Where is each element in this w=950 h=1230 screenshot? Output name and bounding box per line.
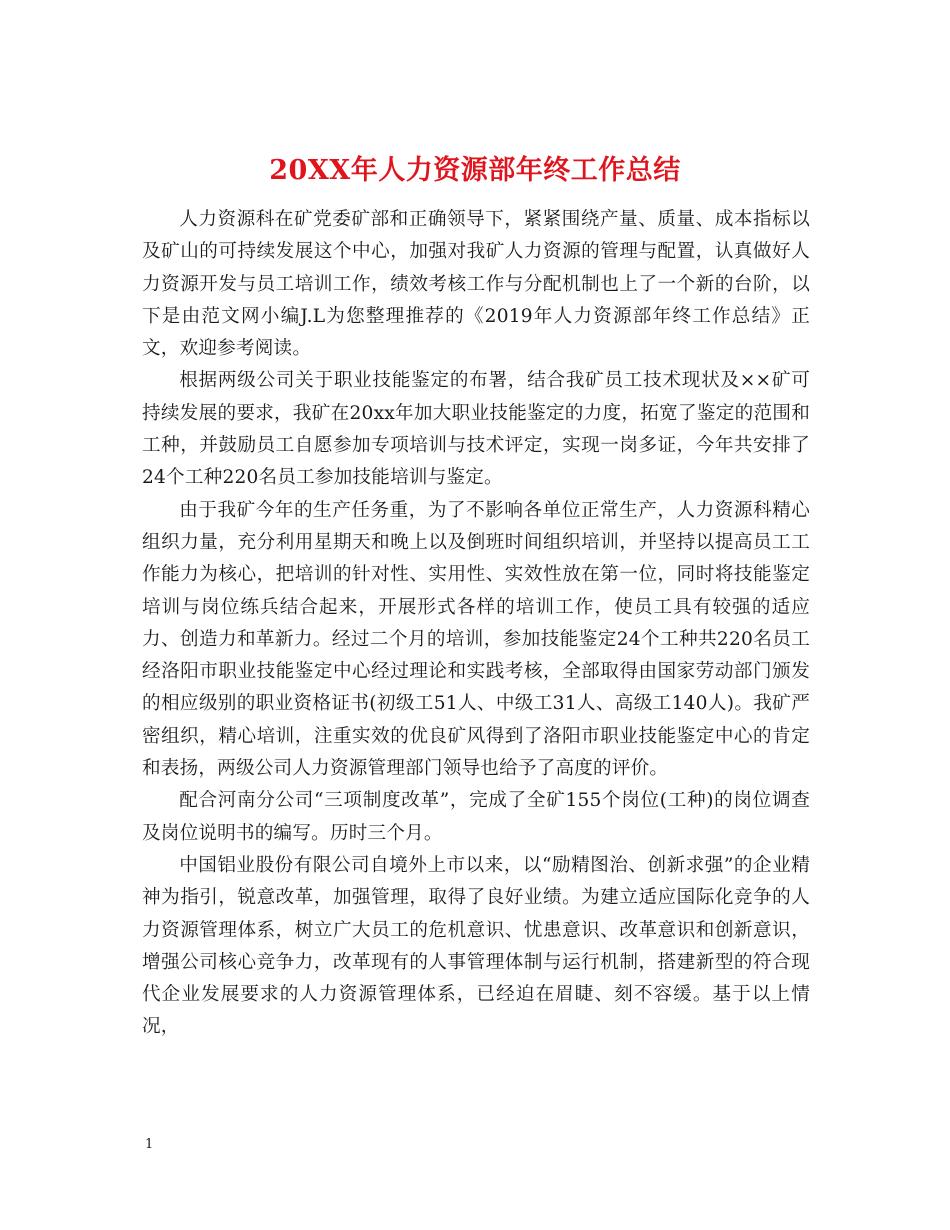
document-title: 20XX年人力资源部年终工作总结 <box>269 155 681 187</box>
page-number: 1 <box>145 1137 154 1152</box>
paragraph-intro: 人力资源科在矿党委矿部和正确领导下，紧紧围绕产量、质量、成本指标以及矿山的可持续发展这个中心，加强对我矿人力资源的管理与配置，认真做好人力资源开发与员工培训工作，绩效考核工作与分配机制也上了一个新的台阶，以下是由范文网小编J.L为您整理推荐的《2019年人力资源部年终工作总结》正文，欢迎参考阅读。 <box>142 209 810 360</box>
paragraph-chalco: 中国铝业股份有限公司自境外上市以来，以“励精图治、创新求强”的企业精神为指引，锐意改革，加强管理，取得了良好业绩。为建立适应国际化竞争的人力资源管理体系，树立广大员工的危机意识、忧患意识、改革意识和创新意识，增强公司核心竞争力，改革现有的人事管理体制与运行机制，搭建新型的符合现代企业发展要求的人力资源管理体系，已经迫在眉睫、刻不容缓。基于以上情况， <box>142 854 810 1038</box>
paragraph-training: 由于我矿今年的生产任务重，为了不影响各单位正常生产，人力资源科精心组织力量，充分利用星期天和晚上以及倒班时间组织培训，并坚持以提高员工工作能力为核心，把培训的针对性、实用性、实效性放在第一位，同时将技能鉴定培训与岗位练兵结合起来，开展形式各样的培训工作，使员工具有较强的适应力、创造力和革新力。经过二个月的培训，参加技能鉴定24个工种共220名员工经洛阳市职业技能鉴定中心经过理论和实践考核，全部取得由国家劳动部门颁发的相应级别的职业资格证书(初级工51人、中级工31人、高级工140人)。我矿严密组织，精心培训，注重实效的优良矿风得到了洛阳市职业技能鉴定中心的肯定和表扬，两级公司人力资源管理部门领导也给予了高度的评价。 <box>142 499 810 780</box>
paragraph-reform: 配合河南分公司“三项制度改革”，完成了全矿155个岗位(工种)的岗位调查及岗位说明书的编写。历时三个月。 <box>142 790 810 844</box>
document-body <box>142 204 810 1044</box>
paragraph-skill-appraisal: 根据两级公司关于职业技能鉴定的布署，结合我矿员工技术现状及××矿可持续发展的要求，我矿在20xx年加大职业技能鉴定的力度，拓宽了鉴定的范围和工种，并鼓励员工自愿参加专项培训与技术评定，实现一岗多证，今年共安排了24个工种220名员工参加技能培训与鉴定。 <box>142 370 810 489</box>
